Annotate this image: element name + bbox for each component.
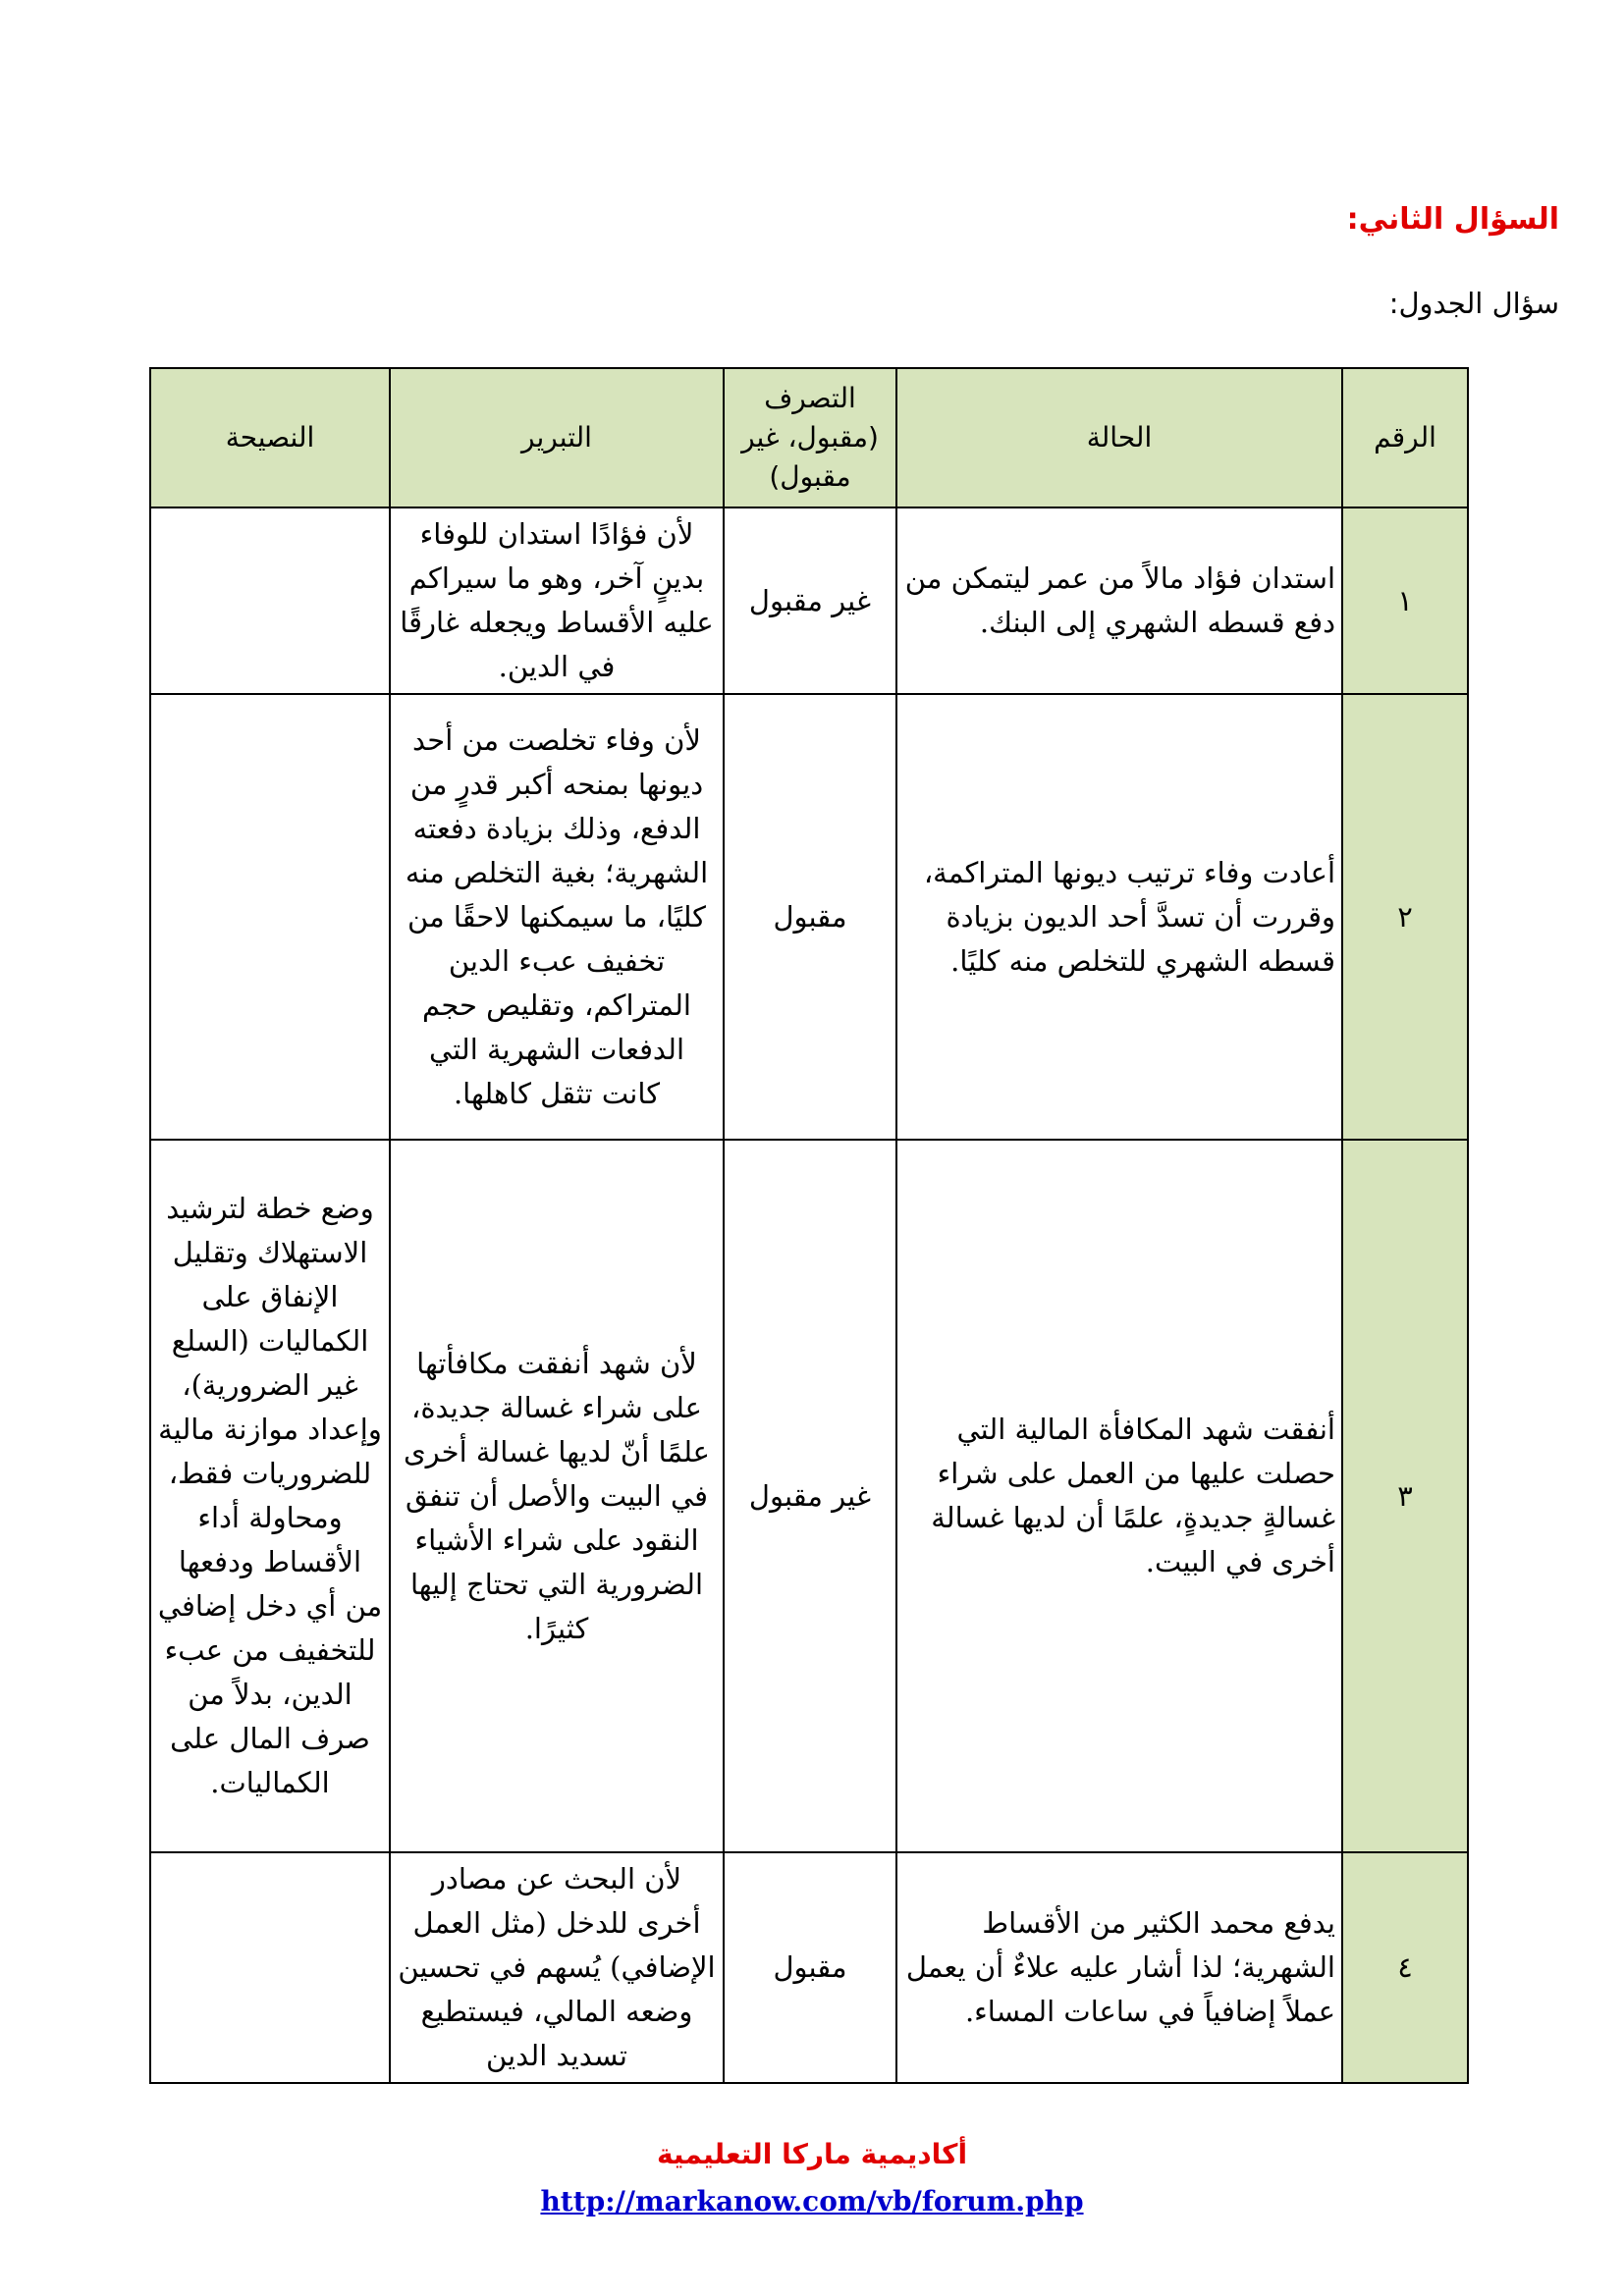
row-advice — [150, 694, 390, 1140]
cases-table — [149, 367, 1469, 2084]
row-case: استدان فؤاد مالاً من عمر ليتمكن من دفع قسطه الشهري إلى البنك. — [896, 507, 1342, 694]
row-action: مقبول — [724, 1852, 896, 2083]
header-number: الرقم — [1342, 368, 1468, 507]
row-advice — [150, 1852, 390, 2083]
header-reason: التبرير — [390, 368, 724, 507]
row-number: ٣ — [1342, 1140, 1468, 1852]
row-reason: لأن وفاء تخلصت من أحد ديونها بمنحه أكبر قدرٍ من الدفع، وذلك بزيادة دفعته الشهرية؛ بغية التخلص منه كليًا، ما سيمكنها لاحقًا من تخفيف عبء الدين المتراكم، وتقليص حجم الدفعات الشهرية التي كانت تثقل كاهلها. — [390, 694, 724, 1140]
header-action: التصرف (مقبول، غير مقبول) — [724, 368, 896, 507]
row-number: ٢ — [1342, 694, 1468, 1140]
row-advice — [150, 507, 390, 694]
row-case: يدفع محمد الكثير من الأقساط الشهرية؛ لذا أشار عليه علاءٌ أن يعمل عملاً إضافياً في ساعات المساء. — [896, 1852, 1342, 2083]
row-advice: وضع خطة لترشيد الاستهلاك وتقليل الإنفاق على الكماليات (السلع غير الضرورية)، وإعداد موازنة مالية للضروريات فقط، ومحاولة أداء الأقساط ودفعها من أي دخل إضافي للتخفيف من عبء الدين، بدلاً من صرف المال على الكماليات. — [150, 1140, 390, 1852]
question-heading: السؤال الثاني: — [1346, 202, 1559, 237]
footer-academy-name: أكاديمية ماركا التعليمية — [656, 2138, 968, 2170]
row-number: ١ — [1342, 507, 1468, 694]
row-reason: لأن البحث عن مصادر أخرى للدخل (مثل العمل الإضافي) يُسهم في تحسين وضعه المالي، فيستطيع تسديد الدين — [390, 1852, 724, 2083]
table-header-row — [150, 368, 1468, 507]
table-question-label: سؤال الجدول: — [1388, 287, 1559, 320]
row-number: ٤ — [1342, 1852, 1468, 2083]
header-case: الحالة — [896, 368, 1342, 507]
row-action: غير مقبول — [724, 1140, 896, 1852]
header-advice: النصيحة — [150, 368, 390, 507]
row-reason: لأن شهد أنفقت مكافأتها على شراء غسالة جديدة، علمًا أنّ لديها غسالة أخرى في البيت والأصل أن تنفق النقود على شراء الأشياء الضرورية التي تحتاج إليها كثيرًا. — [390, 1140, 724, 1852]
row-case: أعادت وفاء ترتيب ديونها المتراكمة، وقررت أن تسدَّ أحد الديون بزيادة قسطه الشهري للتخلص منه كليًا. — [896, 694, 1342, 1140]
row-reason: لأن فؤادًا استدان للوفاء بدينٍ آخر، وهو ما سيراكم عليه الأقساط ويجعله غارقًا في الدين. — [390, 507, 724, 694]
row-action: مقبول — [724, 694, 896, 1140]
footer-forum-link[interactable]: http://markanow.com/vb/forum.php — [540, 2185, 1084, 2217]
row-action: غير مقبول — [724, 507, 896, 694]
table-row — [150, 1852, 1468, 2083]
table-row — [150, 507, 1468, 694]
table-row — [150, 694, 1468, 1140]
row-case: أنفقت شهد المكافأة المالية التي حصلت عليها من العمل على شراء غسالةٍ جديدةٍ، علمًا أن لديها غسالة أخرى في البيت. — [896, 1140, 1342, 1852]
table-row — [150, 1140, 1468, 1852]
